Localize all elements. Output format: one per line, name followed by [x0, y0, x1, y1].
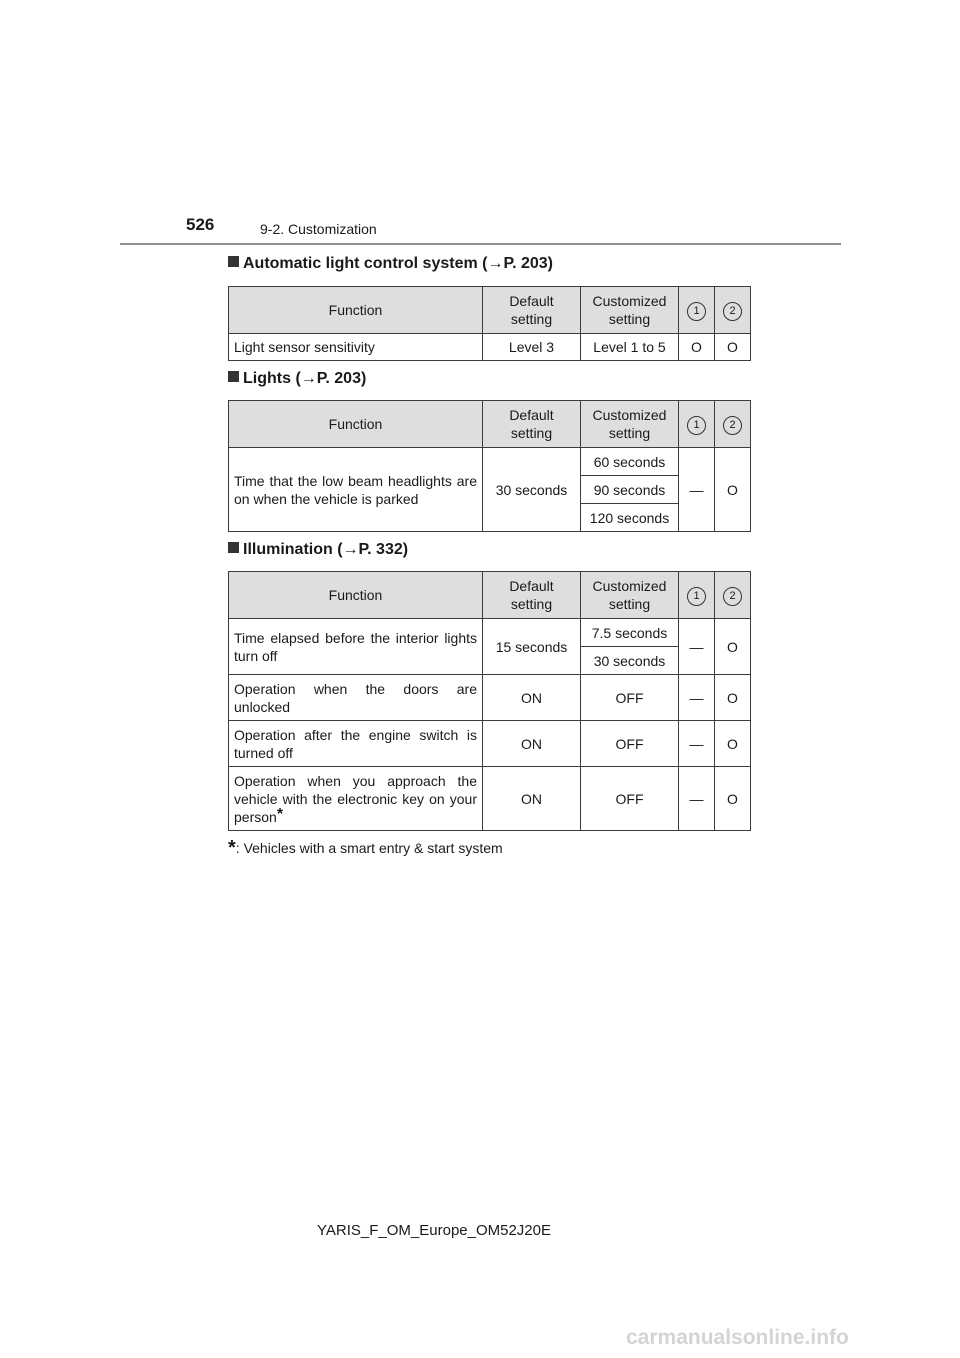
customized-cell: Level 1 to 5: [581, 334, 679, 361]
circled-one-icon: 1: [687, 587, 706, 606]
footnote-marker: *: [228, 837, 236, 859]
header-method-2: [715, 287, 751, 334]
header-method-1: [679, 572, 715, 619]
header-default-setting: Default setting: [483, 287, 581, 334]
section-heading-text: Lights (→P. 203): [243, 370, 367, 387]
section-heading-text: Illumination (→P. 332): [243, 541, 409, 558]
header-customized-setting: Customized setting: [581, 287, 679, 334]
method-2-cell: O: [715, 721, 751, 767]
method-2-cell: O: [715, 675, 751, 721]
settings-table: [228, 286, 751, 361]
header-method-2: [715, 401, 751, 448]
circled-two-icon: 2: [723, 587, 742, 606]
function-cell: [229, 767, 483, 831]
method-1-cell: O: [679, 334, 715, 361]
header-method-2: [715, 572, 751, 619]
table-row: [229, 767, 751, 831]
footnote: [228, 837, 503, 860]
table-row: [229, 721, 751, 767]
footnote-marker: *: [276, 805, 284, 823]
default-cell: ON: [483, 721, 581, 767]
customized-cell: OFF: [581, 675, 679, 721]
watermark: carmanualsonline.info: [626, 1326, 849, 1349]
table-row: [229, 334, 751, 361]
square-bullet-icon: [228, 371, 239, 382]
default-cell: 15 seconds: [483, 619, 581, 675]
square-bullet-icon: [228, 542, 239, 553]
table-header-row: [229, 572, 751, 619]
circled-two-icon: 2: [723, 416, 742, 435]
default-cell: ON: [483, 767, 581, 831]
customized-cell: 90 seconds: [581, 476, 679, 504]
section-heading: [228, 370, 366, 388]
function-text: Operation when you approach the vehicle with the electronic key on your person: [234, 772, 477, 825]
function-cell: Operation after the engine switch is turned off: [229, 721, 483, 767]
table-row: [229, 675, 751, 721]
circled-one-icon: 1: [687, 416, 706, 435]
section-heading-text: Automatic light control system (→P. 203): [243, 255, 553, 272]
customized-cell: OFF: [581, 767, 679, 831]
header-customized-setting: Customized setting: [581, 401, 679, 448]
default-cell: 30 seconds: [483, 448, 581, 532]
table-header-row: [229, 401, 751, 448]
header-default-setting: Default setting: [483, 572, 581, 619]
method-2-cell: O: [715, 767, 751, 831]
document-code: YARIS_F_OM_Europe_OM52J20E: [317, 1222, 552, 1239]
header-function: Function: [229, 401, 483, 448]
square-bullet-icon: [228, 256, 239, 267]
default-cell: Level 3: [483, 334, 581, 361]
table-row: [229, 619, 751, 647]
function-cell: Operation when the doors are unlocked: [229, 675, 483, 721]
method-1-cell: —: [679, 619, 715, 675]
circled-one-icon: 1: [687, 302, 706, 321]
method-1-cell: —: [679, 767, 715, 831]
section-heading: [228, 255, 553, 273]
header-customized-setting: Customized setting: [581, 572, 679, 619]
method-2-cell: O: [715, 334, 751, 361]
header-default-setting: Default setting: [483, 401, 581, 448]
header-function: Function: [229, 287, 483, 334]
table-header-row: [229, 287, 751, 334]
function-cell: Time that the low beam headlights are on when the vehicle is parked: [229, 448, 483, 532]
footnote-text: : Vehicles with a smart entry & start system: [235, 840, 503, 856]
method-1-cell: —: [679, 675, 715, 721]
table-row: [229, 448, 751, 476]
customized-cell: OFF: [581, 721, 679, 767]
circled-two-icon: 2: [723, 302, 742, 321]
function-cell: Light sensor sensitivity: [229, 334, 483, 361]
customized-cell: 7.5 seconds: [581, 619, 679, 647]
settings-table: [228, 400, 751, 532]
function-cell: Time elapsed before the interior lights turn off: [229, 619, 483, 675]
customized-cell: 120 seconds: [581, 504, 679, 532]
header-method-1: [679, 401, 715, 448]
header-method-1: [679, 287, 715, 334]
method-2-cell: O: [715, 448, 751, 532]
section-label: 9-2. Customization: [260, 221, 377, 237]
method-1-cell: —: [679, 448, 715, 532]
settings-table: [228, 571, 751, 831]
method-2-cell: O: [715, 619, 751, 675]
header-divider: [120, 243, 841, 245]
method-1-cell: —: [679, 721, 715, 767]
section-heading: [228, 541, 408, 559]
header-function: Function: [229, 572, 483, 619]
page-number: 526: [186, 215, 215, 234]
customized-cell: 60 seconds: [581, 448, 679, 476]
customized-cell: 30 seconds: [581, 647, 679, 675]
default-cell: ON: [483, 675, 581, 721]
